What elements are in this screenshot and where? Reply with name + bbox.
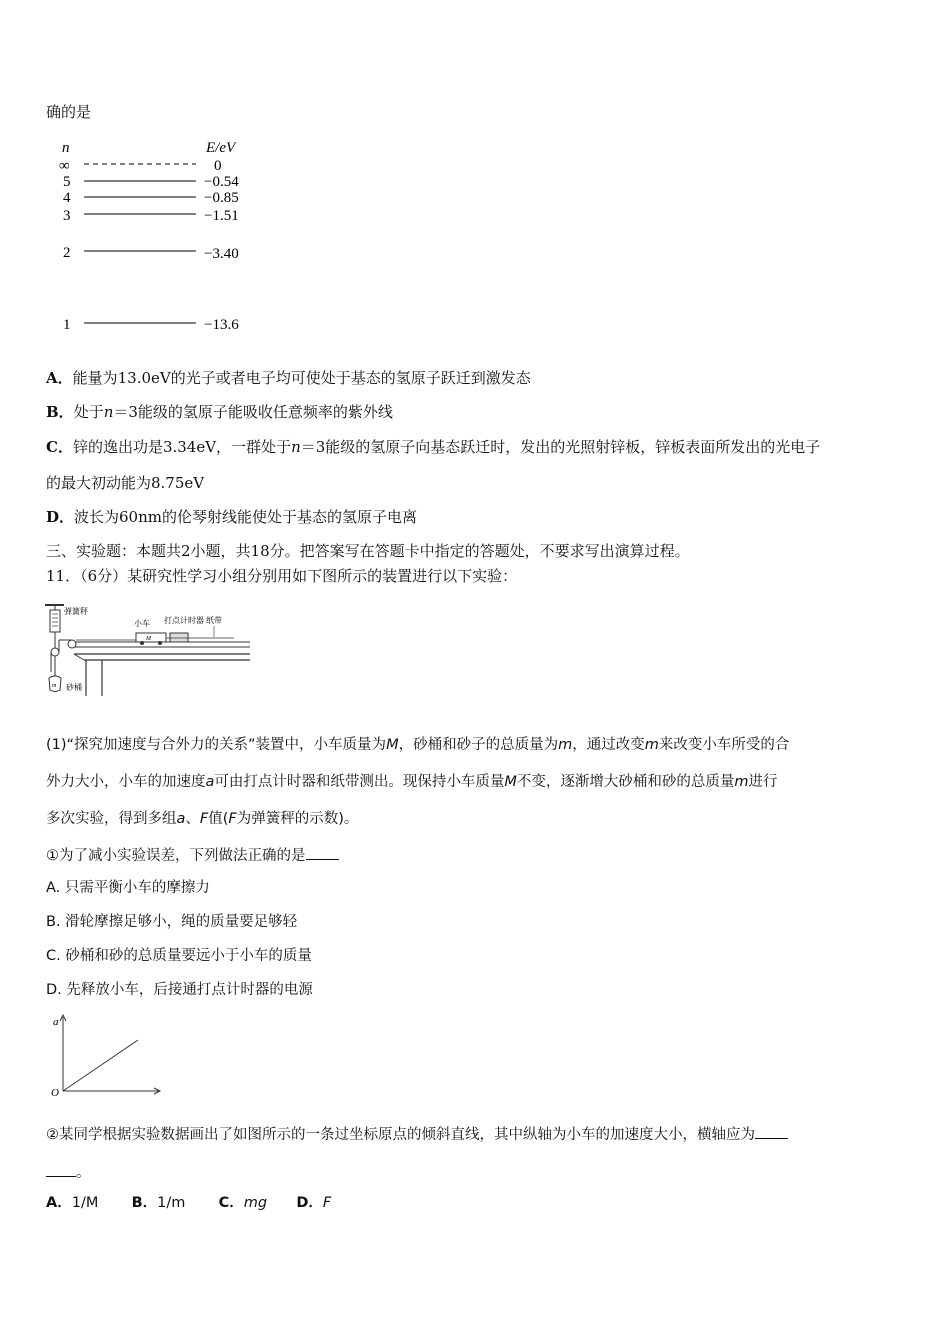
q11-stem: 11．（6分）某研究性学习小组分别用如下图所示的装置进行以下实验： (46, 567, 518, 585)
cart-label: 小车 (134, 619, 150, 628)
level-e-5: −0.54 (204, 174, 239, 190)
level-n-inf: ∞ (59, 158, 70, 174)
n-header: n (62, 140, 70, 156)
level-e-1: −13.6 (204, 317, 239, 333)
q11-sub1-stem: ①为了减小实验误差，下列做法正确的是 (46, 845, 339, 866)
e-header: E/eV (206, 140, 236, 156)
acceleration-graph (46, 1013, 166, 1098)
level-e-4: −0.85 (204, 190, 239, 206)
spring-scale-label: 弹簧秤 (64, 607, 88, 616)
q10-option-b: B．处于n＝3能级的氢原子能吸收任意频率的紫外线 (46, 403, 393, 421)
answer-blank-1[interactable] (306, 845, 339, 860)
intro-text: 确的是 (46, 103, 92, 121)
q11-sub2-stem: ②某同学根据实验数据画出了如图所示的一条过坐标原点的倾斜直线，其中纵轴为小车的加速度大小，横轴应为 (46, 1124, 788, 1145)
q11-sub1-option-a: A. 只需平衡小车的摩擦力 (46, 880, 210, 896)
q11-sub1-option-b: B. 滑轮摩擦足够小，绳的质量要足够轻 (46, 914, 298, 930)
data-line (63, 1040, 138, 1091)
q11-sub2-option-d: D．F (296, 1195, 332, 1211)
q11-sub2-option-b: B．1/m (131, 1195, 186, 1211)
energy-level-diagram (56, 137, 266, 337)
ticker-timer (170, 633, 188, 642)
level-e-2: −3.40 (204, 246, 239, 262)
level-n-4: 4 (63, 190, 71, 206)
apparatus-diagram (44, 602, 254, 698)
bucket-mass-label: m (52, 683, 57, 689)
q11-sub2-options (46, 1193, 331, 1213)
answer-blank-2b[interactable] (46, 1162, 76, 1177)
spring-scale (50, 610, 60, 632)
q10-option-c-line2: 的最大初动能为8.75eV (46, 474, 205, 492)
q10-option-a: A．能量为13.0eV的光子或者电子均可使处于基态的氢原子跃迁到激发态 (46, 369, 531, 387)
q11-part1-line1: (1)“探究加速度与合外力的关系”装置中，小车质量为M，砂桶和砂子的总质量为m，通过改变m来改变小车所受的合 (46, 737, 790, 753)
movable-pulley (51, 648, 59, 656)
cart (136, 633, 166, 642)
tape-label: 纸带 (206, 616, 222, 625)
level-e-inf: 0 (214, 158, 222, 174)
answer-blank-2a[interactable] (755, 1124, 788, 1139)
level-n-3: 3 (63, 208, 71, 224)
q10-option-c: C．锌的逸出功是3.34eV，一群处于n＝3能级的氢原子向基态跃迁时，发出的光照射锌板，锌板表面所发出的光电子 (46, 438, 821, 456)
q11-part1-line3: 多次实验，得到多组a、F值(F为弹簧秤的示数)。 (46, 811, 359, 827)
q11-sub1-option-c: C. 砂桶和砂的总质量要远小于小车的质量 (46, 948, 312, 964)
q10-option-d: D．波长为60nm的伦琴射线能使处于基态的氢原子电离 (46, 508, 417, 526)
cart-mass-label: M (146, 636, 151, 642)
origin-label: O (51, 1087, 59, 1098)
q11-sub2-option-c: C．mg (218, 1195, 268, 1211)
bucket-label: 砂桶 (66, 683, 82, 692)
level-n-2: 2 (63, 245, 71, 261)
level-n-5: 5 (63, 174, 71, 190)
level-e-3: −1.51 (204, 208, 239, 224)
level-n-1: 1 (63, 317, 71, 333)
q11-sub2-stem-line2: 。 (46, 1162, 91, 1183)
timer-label: 打点计时器 (164, 616, 204, 625)
q11-sub2-option-a: A．1/M (46, 1195, 99, 1211)
q11-part1-line2: 外力大小，小车的加速度a可由打点计时器和纸带测出。现保持小车质量M不变，逐渐增大砂桶和砂的总质量m进行 (46, 774, 778, 790)
section3-header: 三、实验题：本题共2小题，共18分。把答案写在答题卡中指定的答题处，不要求写出演算过程。 (46, 542, 690, 560)
fixed-pulley (68, 640, 76, 648)
y-axis-label: a (53, 1016, 59, 1028)
q11-sub1-option-d: D. 先释放小车，后接通打点计时器的电源 (46, 982, 313, 998)
